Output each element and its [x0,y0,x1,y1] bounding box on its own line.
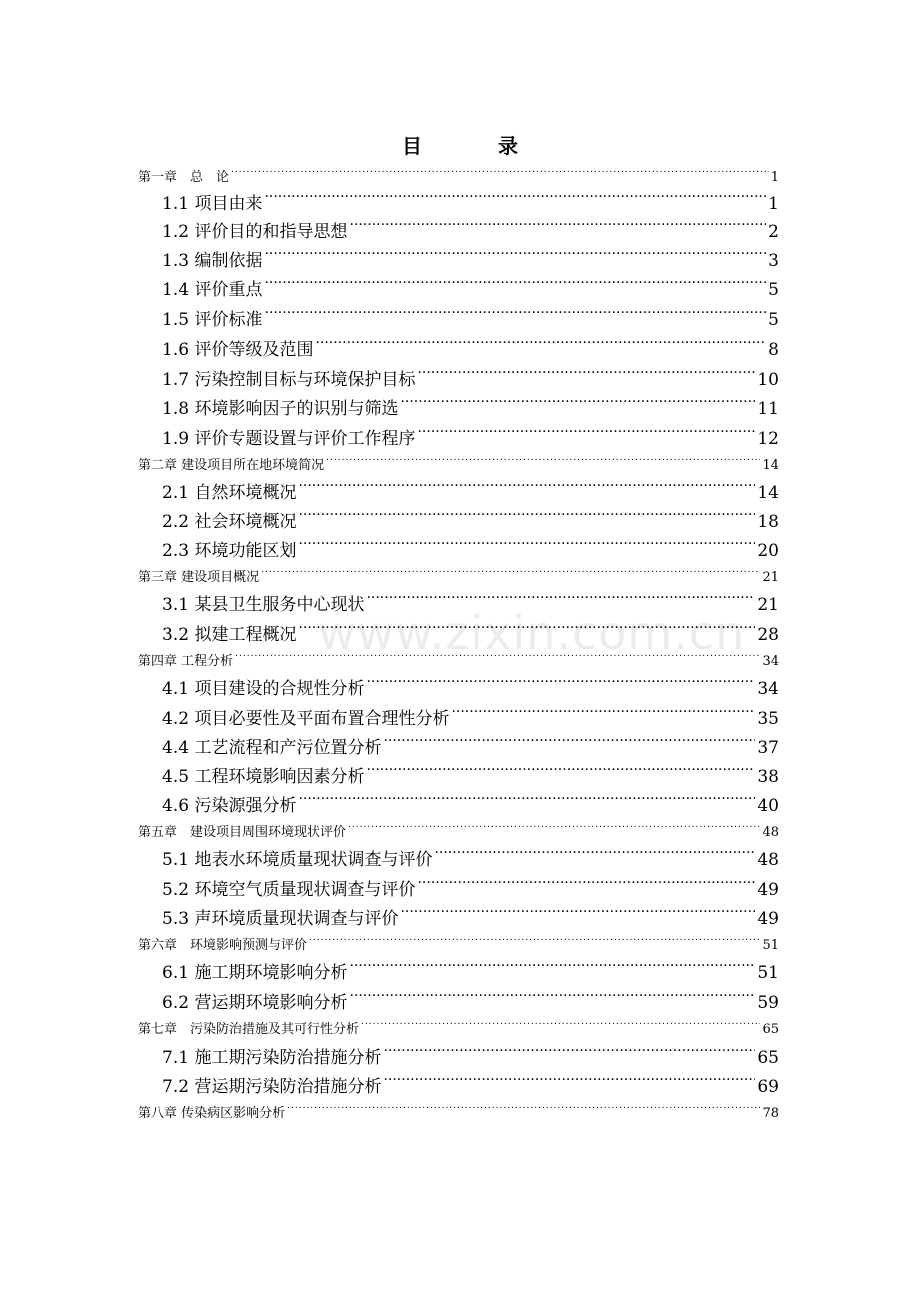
toc-entry-label: 第一章 总 论 [138,170,230,185]
toc-chapter-entry[interactable] [138,451,779,473]
toc-entry-label: 1.3 编制依据 [162,251,263,271]
toc-page-number: 59 [757,993,779,1013]
toc-dot-leader [417,418,755,444]
toc-page-number: 48 [757,850,779,870]
toc-page-number: 21 [757,595,779,615]
toc-dot-leader [315,329,766,355]
toc-section-entry[interactable] [162,952,779,983]
toc-chapter-entry[interactable] [138,931,779,953]
toc-entry-label: 2.2 社会环境概况 [162,512,297,532]
toc-entry-label: 2.1 自然环境概况 [162,483,297,503]
toc-page-number: 49 [757,880,779,900]
toc-entry-label: 第六章 环境影响预测与评价 [138,938,308,953]
toc-entry-label: 1.7 污染控制目标与环境保护目标 [162,370,416,390]
toc-section-entry[interactable] [162,869,779,900]
toc-page-number: 1 [768,194,779,214]
toc-page-number: 40 [757,796,779,816]
toc-section-entry[interactable] [162,785,779,816]
toc-section-entry[interactable] [162,359,779,390]
toc-section-entry[interactable] [162,530,779,561]
toc-dot-leader [451,698,755,724]
toc-dot-leader [366,756,755,782]
toc-entry-label: 第五章 建设项目周围环境现状评价 [138,825,347,840]
toc-dot-leader [298,785,755,811]
toc-page-number: 37 [757,738,779,758]
toc-dot-leader [298,530,755,556]
toc-dot-leader [287,1099,760,1117]
toc-section-entry[interactable] [162,584,779,615]
toc-chapter-entry[interactable] [138,163,779,185]
toc-entry-label: 3.1 某县卫生服务中心现状 [162,595,365,615]
toc-page-number: 11 [757,399,779,419]
toc-section-entry[interactable] [162,898,779,929]
page-title: 目 录 [402,134,546,158]
toc-entry-label: 4.4 工艺流程和产污位置分析 [162,738,382,758]
toc-section-entry[interactable] [162,388,779,419]
toc-dot-leader [434,839,755,865]
toc-page-number: 20 [757,541,779,561]
toc-entry-label: 6.1 施工期环境影响分析 [162,963,348,983]
toc-dot-leader [326,451,760,469]
toc-page-number: 65 [762,1022,779,1037]
toc-entry-label: 第八章 传染病区影响分析 [138,1106,286,1121]
toc-page-number: 8 [768,340,779,360]
toc-dot-leader [261,563,760,581]
toc-section-entry[interactable] [162,240,779,271]
toc-section-entry[interactable] [162,472,779,503]
toc-dot-leader [417,869,755,895]
toc-page-number: 35 [757,709,779,729]
toc-entry-label: 第七章 污染防治措施及其可行性分析 [138,1022,360,1037]
toc-page-number: 78 [762,1106,779,1121]
toc-entry-label: 第四章 工程分析 [138,654,234,669]
toc-chapter-entry[interactable] [138,818,779,840]
toc-entry-label: 第三章 建设项目概况 [138,570,260,585]
toc-section-entry[interactable] [162,418,779,449]
toc-section-entry[interactable] [162,211,779,242]
toc-dot-leader [400,388,755,414]
toc-dot-leader [417,359,755,385]
toc-page-number: 10 [757,370,779,390]
toc-entry-label: 4.6 污染源强分析 [162,796,297,816]
toc-page-number: 38 [757,767,779,787]
toc-entry-label: 7.1 施工期污染防治措施分析 [162,1048,382,1068]
toc-section-entry[interactable] [162,756,779,787]
toc-chapter-entry[interactable] [138,1015,779,1037]
toc-dot-leader [231,163,769,181]
toc-entry-label: 5.2 环境空气质量现状调查与评价 [162,880,416,900]
toc-dot-leader [309,931,760,949]
toc-entry-label: 7.2 营运期污染防治措施分析 [162,1077,382,1097]
toc-entry-label: 第二章 建设项目所在地环境简况 [138,458,325,473]
toc-dot-leader [366,584,755,610]
toc-section-entry[interactable] [162,329,779,360]
toc-entry-label: 6.2 营运期环境影响分析 [162,993,348,1013]
toc-entry-label: 1.8 环境影响因子的识别与筛选 [162,399,399,419]
toc-entry-label: 4.2 项目必要性及平面布置合理性分析 [162,709,450,729]
toc-page-number: 34 [757,679,779,699]
toc-dot-leader [383,727,755,753]
toc-section-entry[interactable] [162,1037,779,1068]
toc-page-number: 51 [757,963,779,983]
toc-dot-leader [264,183,766,209]
toc-entry-label: 5.3 声环境质量现状调查与评价 [162,909,399,929]
toc-page-number: 2 [768,222,779,242]
toc-dot-leader [361,1015,760,1033]
toc-dot-leader [400,898,755,924]
toc-chapter-entry[interactable] [138,563,779,585]
toc-entry-label: 1.2 评价目的和指导思想 [162,222,348,242]
toc-entry-label: 1.4 评价重点 [162,280,263,300]
toc-dot-leader [383,1037,755,1063]
toc-page-number: 18 [757,512,779,532]
toc-page-number: 14 [762,458,779,473]
toc-entry-label: 1.6 评价等级及范围 [162,340,314,360]
toc-dot-leader [349,982,755,1008]
toc-page-number: 28 [757,625,779,645]
toc-entry-label: 4.5 工程环境影响因素分析 [162,767,365,787]
toc-chapter-entry[interactable] [138,647,779,669]
toc-entry-label: 4.1 项目建设的合规性分析 [162,679,365,699]
toc-entry-label: 2.3 环境功能区划 [162,541,297,561]
toc-page-number: 21 [762,570,779,585]
toc-chapter-entry[interactable] [138,1099,779,1121]
toc-entry-label: 1.1 项目由来 [162,194,263,214]
toc-dot-leader [264,240,766,266]
toc-section-entry[interactable] [162,698,779,729]
toc-dot-leader [298,614,755,640]
toc-page-number: 48 [762,825,779,840]
toc-page-number: 69 [757,1077,779,1097]
toc-page-number: 1 [770,170,779,185]
toc-section-entry[interactable] [162,727,779,758]
toc-dot-leader [349,952,755,978]
toc-section-entry[interactable] [162,1066,779,1097]
toc-page-number: 51 [762,938,779,953]
toc-entry-label: 5.1 地表水环境质量现状调查与评价 [162,850,433,870]
toc-page-number: 65 [757,1048,779,1068]
toc-dot-leader [366,668,755,694]
toc-section-entry[interactable] [162,501,779,532]
toc-dot-leader [264,299,766,325]
toc-dot-leader [298,472,755,498]
toc-dot-leader [349,211,766,237]
toc-entry-label: 3.2 拟建工程概况 [162,625,297,645]
toc-page-number: 14 [757,483,779,503]
toc-page-number: 3 [768,251,779,271]
toc-page-number: 5 [768,310,779,330]
toc-entry-label: 1.5 评价标准 [162,310,263,330]
toc-dot-leader [298,501,755,527]
toc-page-number: 34 [762,654,779,669]
toc-section-entry[interactable] [162,183,779,214]
toc-page-number: 12 [757,429,779,449]
toc-page-number: 49 [757,909,779,929]
toc-page-number: 5 [768,280,779,300]
toc-dot-leader [383,1066,755,1092]
toc-section-entry[interactable] [162,299,779,330]
toc-dot-leader [348,818,760,836]
watermark: www.zixin.com.cn [318,606,746,660]
toc-dot-leader [264,269,766,295]
toc-section-entry[interactable] [162,269,779,300]
toc-entry-label: 1.9 评价专题设置与评价工作程序 [162,429,416,449]
toc-section-entry[interactable] [162,839,779,870]
toc-dot-leader [235,647,760,665]
toc-section-entry[interactable] [162,982,779,1013]
toc-section-entry[interactable] [162,668,779,699]
